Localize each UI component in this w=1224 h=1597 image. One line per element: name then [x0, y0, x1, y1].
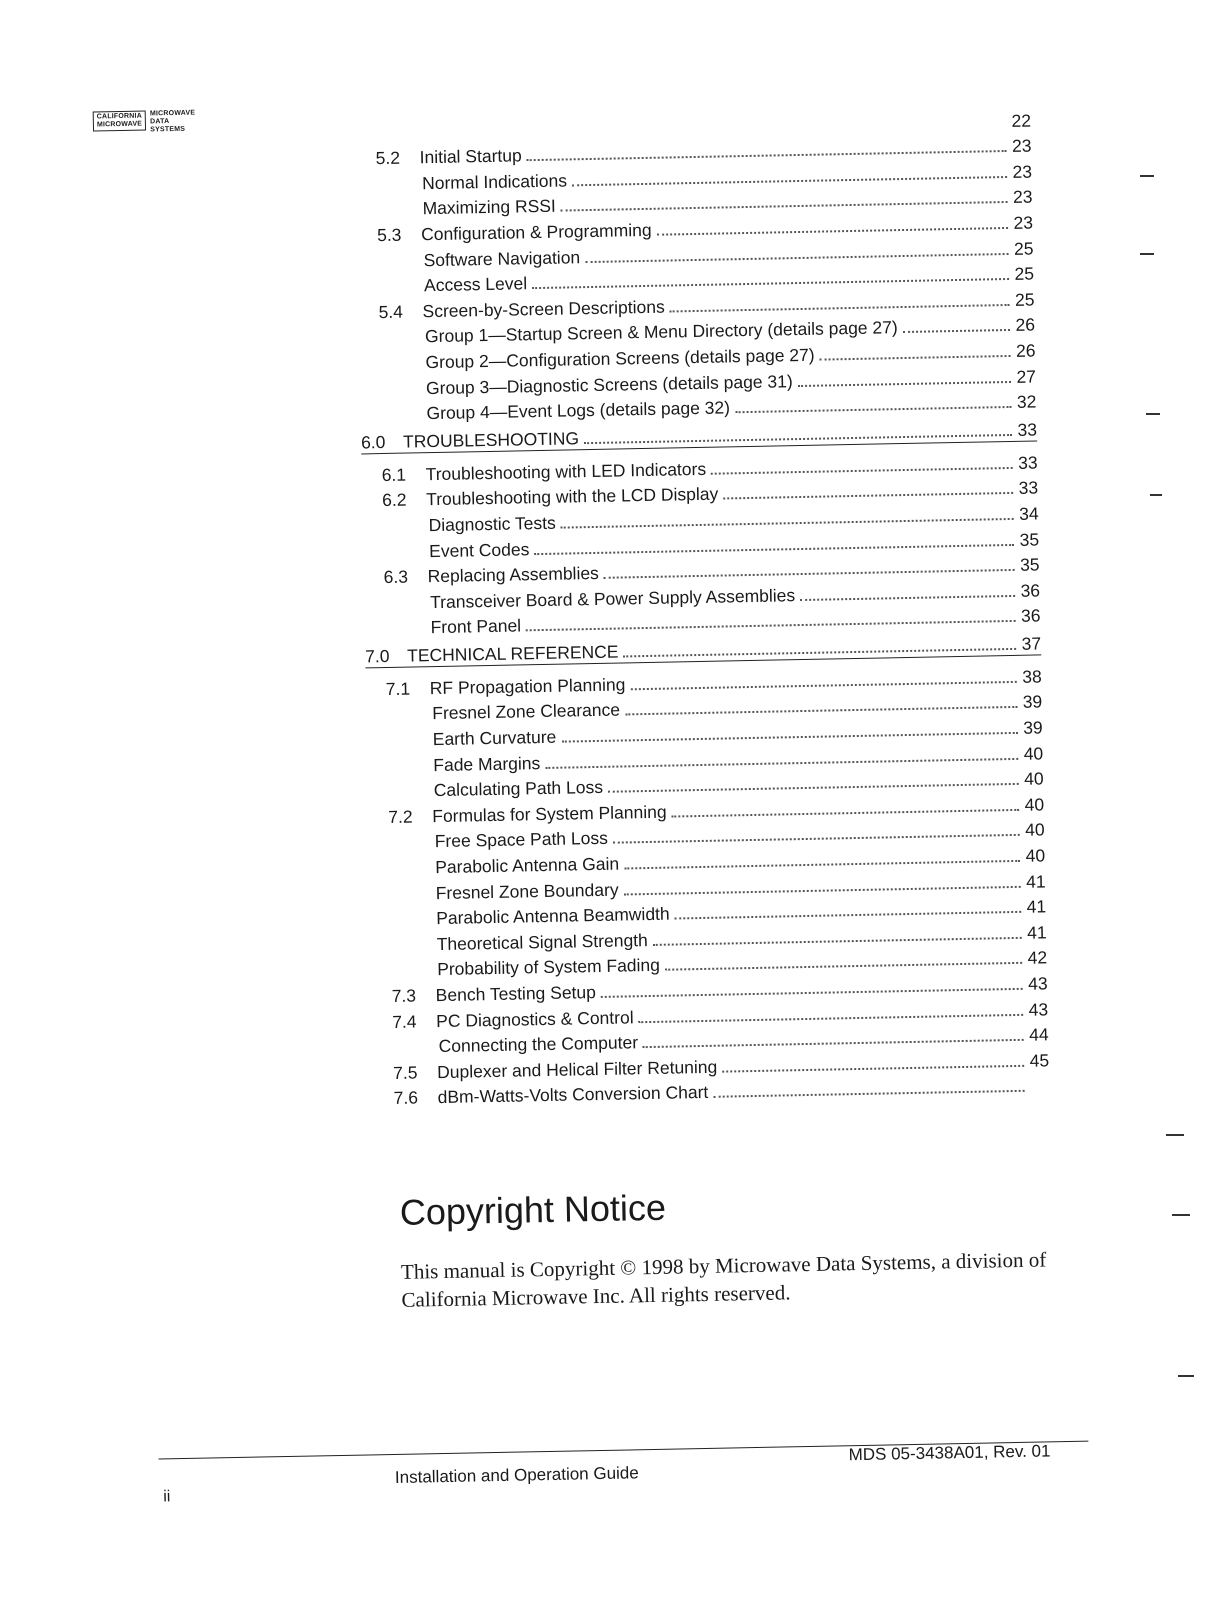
- scan-edge-mark: [1140, 175, 1154, 177]
- toc-dot-leader: [903, 329, 1010, 333]
- logo-box: [93, 111, 147, 132]
- toc-section-number: 5.3: [357, 224, 421, 246]
- toc-dot-leader: [624, 648, 1017, 658]
- toc-entry-title: Software Navigation: [423, 247, 582, 271]
- toc-entry-title: Group 3—Diagnostic Screens (details page 31): [426, 371, 795, 399]
- toc-section-number: 6.2: [362, 490, 426, 512]
- toc-page-number: 35: [1017, 555, 1039, 576]
- toc-entry-title: Calculating Path Loss: [434, 777, 606, 801]
- toc-section-number: 5.2: [355, 147, 419, 169]
- toc-page-number: 41: [1023, 871, 1045, 892]
- toc-entry-title: Parabolic Antenna Gain: [435, 854, 621, 879]
- toc-page-number: 40: [1021, 743, 1043, 764]
- toc-entry-title: dBm-Watts-Volts Conversion Chart: [437, 1082, 710, 1108]
- toc-entry-title: RF Propagation Planning: [430, 674, 628, 699]
- toc-page-number: 36: [1018, 580, 1040, 601]
- copyright-body: This manual is Copyright © 1998 by Microwave Data Systems, a division of California Microwave Inc. All rights reserved.: [401, 1245, 1082, 1314]
- toc-entry-title: Duplexer and Helical Filter Retuning: [437, 1056, 719, 1082]
- toc-section-number: 7.1: [366, 678, 430, 700]
- toc-page-number: 43: [1025, 973, 1047, 994]
- logo-line: MICROWAVE: [97, 121, 142, 130]
- toc-page-number: 23: [1010, 187, 1032, 208]
- toc-entry-title: Formulas for System Planning: [432, 801, 669, 827]
- toc-entry-title: PC Diagnostics & Control: [436, 1007, 636, 1032]
- toc-section-number: 6.1: [362, 464, 426, 486]
- toc-page-number: 25: [1011, 238, 1033, 259]
- toc-entry-title: Fresnel Zone Clearance: [432, 700, 622, 725]
- toc-entry-title: Group 1—Startup Screen & Menu Directory (details page 27): [425, 317, 900, 347]
- scan-edge-mark: [1178, 1375, 1194, 1377]
- toc-dot-leader: [735, 406, 1011, 413]
- toc-section-number: 7.0: [365, 646, 407, 668]
- toc-entry-title: Fade Margins: [433, 753, 542, 776]
- scan-edge-mark: [1166, 1134, 1184, 1136]
- logo-line: SYSTEMS: [150, 126, 195, 135]
- footer-page-number: ii: [163, 1488, 170, 1506]
- toc-dot-leader: [820, 355, 1011, 361]
- toc-page-number: 23: [1011, 212, 1033, 233]
- toc-page-number: 33: [1015, 420, 1037, 441]
- toc-entry-title: Group 2—Configuration Screens (details page 27): [425, 345, 816, 374]
- toc-entry-title: Bench Testing Setup: [436, 982, 599, 1006]
- toc-dot-leader: [722, 1065, 1024, 1073]
- toc-page-number: 26: [1013, 315, 1035, 336]
- logo-line: CALIFORNIA: [97, 113, 142, 122]
- footer-doc-id: MDS 05-3438A01, Rev. 01: [848, 1441, 1050, 1465]
- toc-page-number: 37: [1019, 634, 1041, 655]
- toc-section-number: 7.3: [372, 985, 436, 1007]
- toc-section-number: 7.4: [372, 1011, 436, 1033]
- toc-entry-title: Screen-by-Screen Descriptions: [422, 296, 667, 322]
- toc-page-number: 40: [1021, 769, 1043, 790]
- toc-entry-title: Probability of System Fading: [437, 955, 662, 980]
- toc-entry-title: Group 4—Event Logs (details page 32): [426, 397, 732, 424]
- toc-entry-title: Event Codes: [429, 539, 532, 562]
- toc-entry-title: TECHNICAL REFERENCE: [407, 642, 621, 667]
- toc-entry-title: Troubleshooting with the LCD Display: [426, 484, 720, 511]
- toc-dot-leader: [800, 595, 1015, 601]
- logo-side-text: [150, 110, 196, 135]
- toc-entry-title: Connecting the Computer: [438, 1032, 640, 1057]
- toc-entry-title: Maximizing RSSI: [422, 196, 558, 220]
- toc-page-number: 23: [1009, 136, 1031, 157]
- toc-page-number: 41: [1024, 897, 1046, 918]
- toc-entry-title: Front Panel: [430, 616, 523, 639]
- toc-dot-leader: [723, 492, 1013, 500]
- toc-page-number: 38: [1020, 666, 1042, 687]
- toc-entry-title: Initial Startup: [419, 145, 524, 168]
- scan-edge-mark: [1140, 253, 1154, 255]
- toc-page-number: 40: [1022, 820, 1044, 841]
- toc-section-number: 7.5: [373, 1062, 437, 1084]
- toc-entry-title: TROUBLESHOOTING: [403, 428, 581, 452]
- toc-page-number: 42: [1025, 948, 1047, 969]
- scan-edge-mark: [1146, 413, 1160, 415]
- toc-entry-title: Free Space Path Loss: [435, 828, 611, 852]
- toc-section-number: 7.6: [373, 1087, 437, 1109]
- toc-page-number: 26: [1013, 340, 1035, 361]
- toc-page-number: 36: [1018, 606, 1040, 627]
- toc-dot-leader: [713, 1090, 1024, 1098]
- toc-page-number: 41: [1024, 922, 1046, 943]
- footer-guide-title: Installation and Operation Guide: [395, 1463, 639, 1488]
- toc-entry-title: Normal Indications: [422, 170, 569, 194]
- toc-page-number: 25: [1012, 264, 1034, 285]
- toc-entry-title: Replacing Assemblies: [427, 563, 601, 587]
- toc-page-number: 22: [1009, 110, 1031, 131]
- toc-entry-title: Diagnostic Tests: [428, 513, 557, 536]
- toc-page-number: 33: [1016, 478, 1038, 499]
- company-logo: [93, 110, 196, 136]
- toc-page-number: 32: [1014, 392, 1036, 413]
- toc-page-number: 35: [1017, 529, 1039, 550]
- toc-page-number: 40: [1022, 794, 1044, 815]
- toc-page-number: 45: [1027, 1050, 1049, 1071]
- toc-entry-title: Parabolic Antenna Beamwidth: [436, 904, 672, 930]
- logo-line: DATA: [150, 118, 195, 127]
- toc-dot-leader: [711, 467, 1012, 475]
- toc-section-number: 6.0: [361, 432, 403, 454]
- toc-page-number: 25: [1012, 289, 1034, 310]
- scan-edge-mark: [1150, 494, 1162, 496]
- toc-entry-title: Theoretical Signal Strength: [437, 930, 650, 955]
- toc-page-number: 27: [1014, 366, 1036, 387]
- logo-line: MICROWAVE: [150, 110, 195, 119]
- toc-entry-title: Troubleshooting with LED Indicators: [425, 459, 708, 485]
- toc-page-number: 33: [1015, 452, 1037, 473]
- toc-page-number: 43: [1026, 999, 1048, 1020]
- toc-page-number: 40: [1023, 845, 1045, 866]
- toc-page-number: 44: [1026, 1025, 1048, 1046]
- toc-dot-leader: [584, 434, 1012, 444]
- toc-section-number: 5.4: [358, 301, 422, 323]
- scan-edge-mark: [1172, 1214, 1190, 1216]
- toc-entry-title: Configuration & Programming: [421, 220, 654, 245]
- toc-dot-leader: [798, 380, 1011, 386]
- toc-entry-title: Transceiver Board & Power Supply Assemblies: [430, 585, 797, 613]
- toc-page-number: 39: [1020, 692, 1042, 713]
- toc-section-number: 7.2: [368, 806, 432, 828]
- toc-section-number: 6.3: [363, 566, 427, 588]
- toc-entry-title: Access Level: [424, 273, 529, 296]
- toc-page-number: 34: [1016, 503, 1038, 524]
- toc-page-number: 39: [1020, 717, 1042, 738]
- table-of-contents: [355, 106, 1050, 1110]
- copyright-title: Copyright Notice: [399, 1187, 666, 1234]
- toc-page-number: 23: [1010, 161, 1032, 182]
- toc-entry-title: Earth Curvature: [433, 727, 559, 750]
- toc-entry-title: Fresnel Zone Boundary: [436, 879, 621, 904]
